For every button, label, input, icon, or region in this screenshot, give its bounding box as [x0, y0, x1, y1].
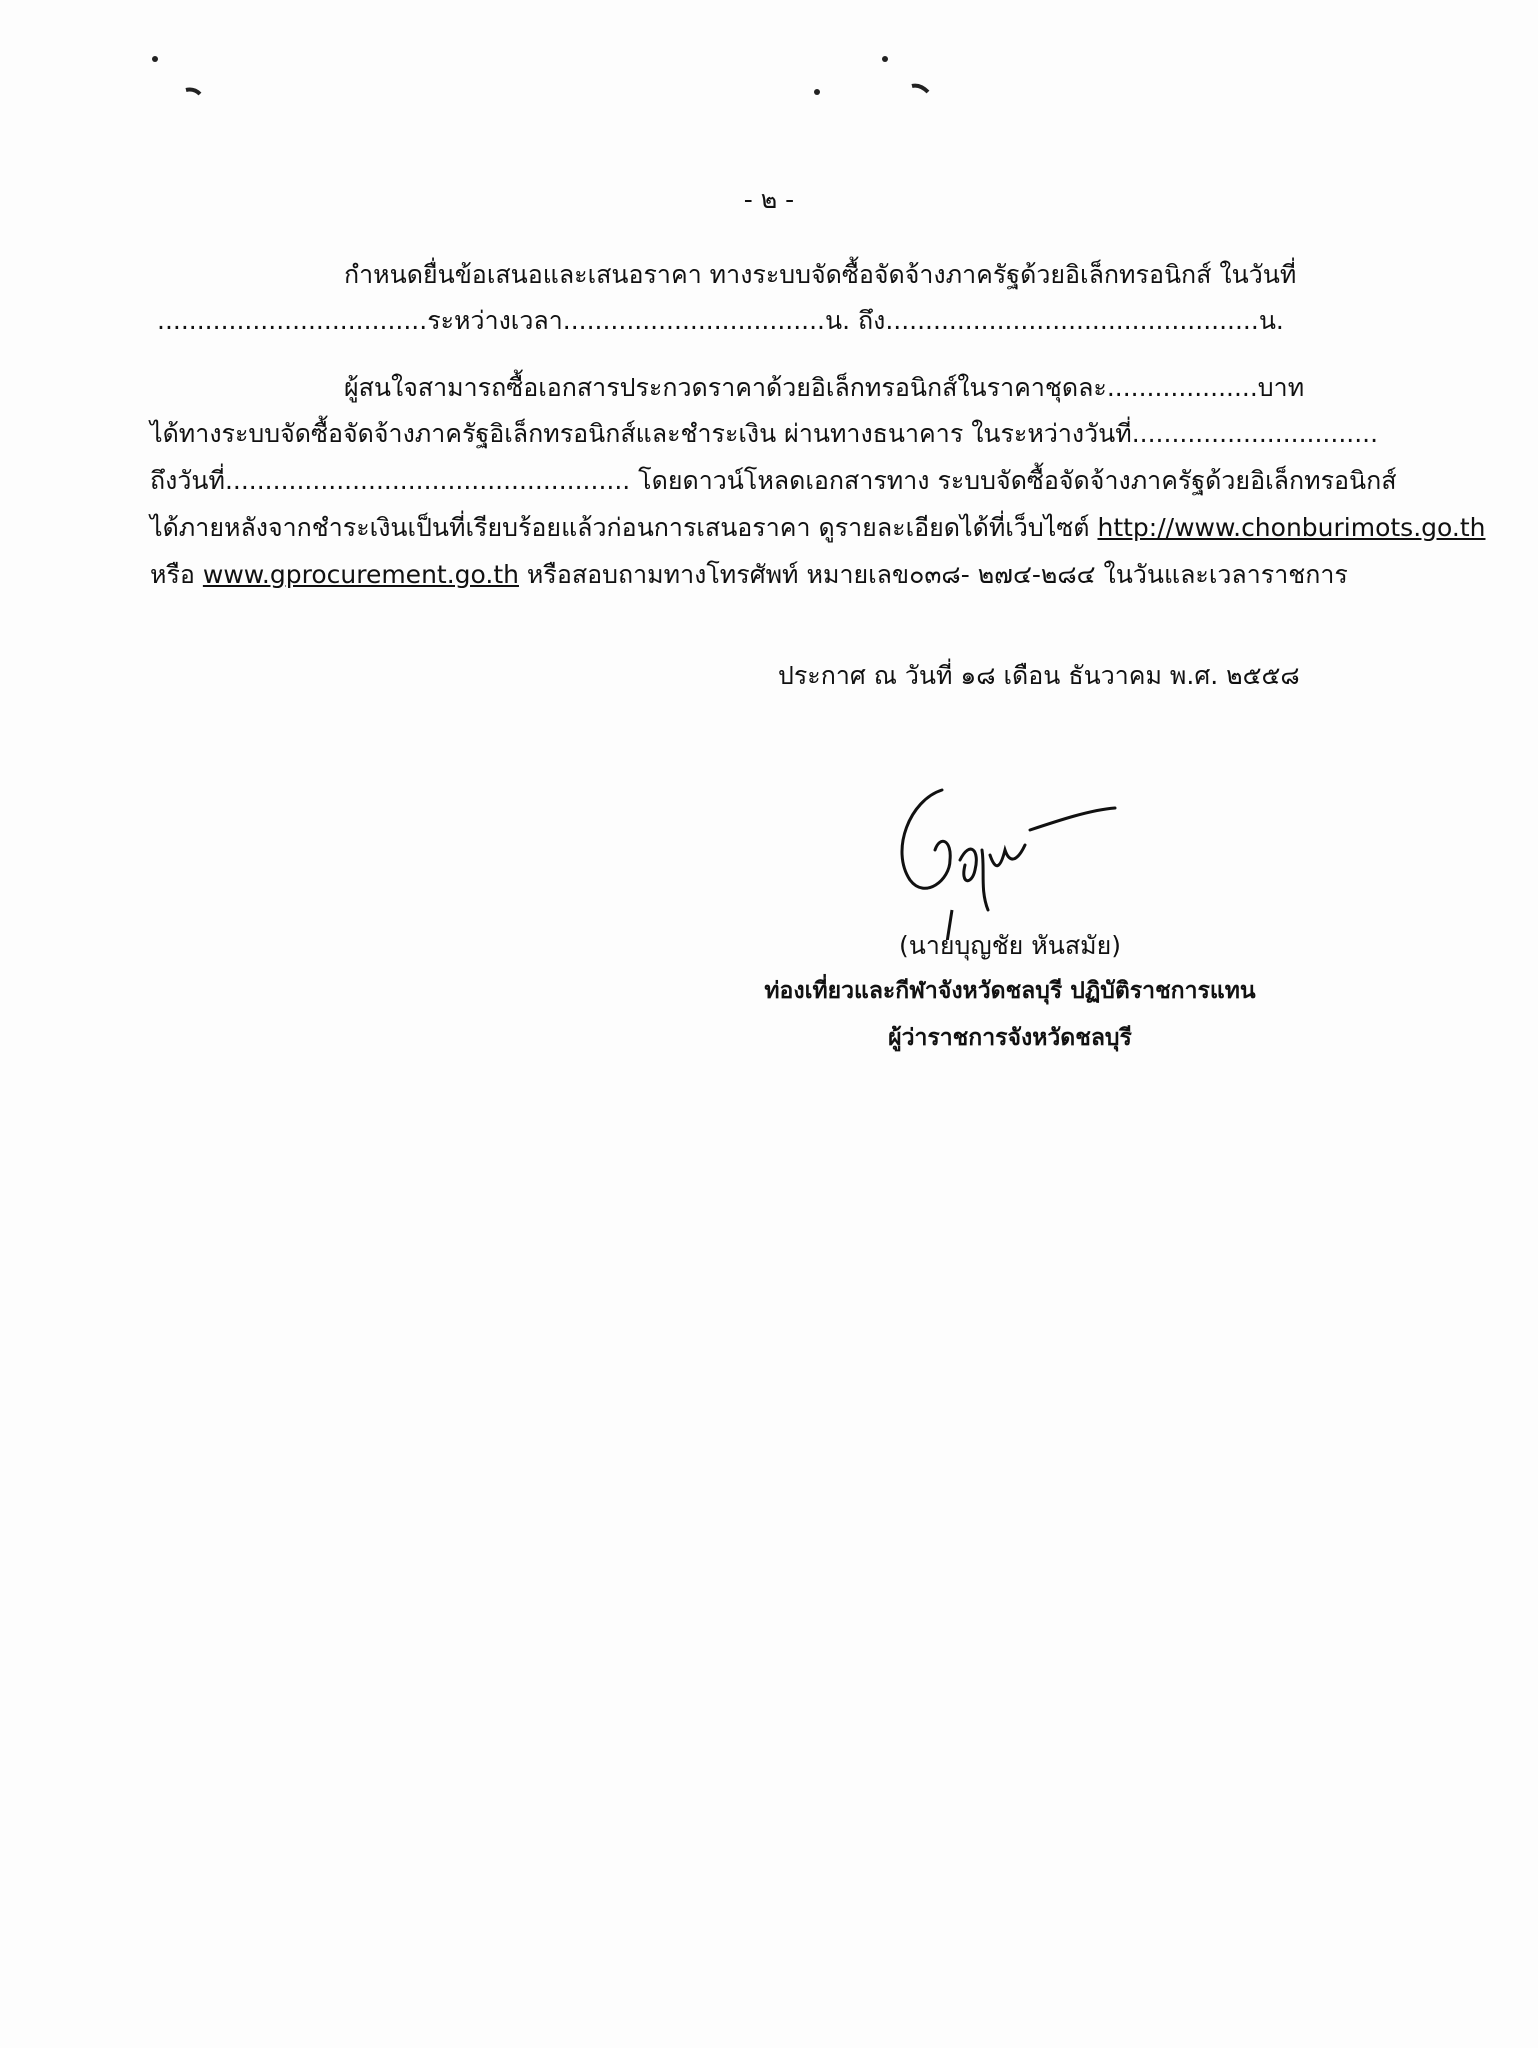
website-link[interactable]: http://www.chonburimots.go.th [1097, 513, 1486, 542]
announcement-date: ประกาศ ณ วันที่ ๑๘ เดือน ธันวาคม พ.ศ. ๒๕๕๘ [778, 661, 1300, 690]
page-number: - ๒ - [743, 185, 795, 214]
para2-line3: ถึงวันที่................................................... โดยดาวน์โหลดเอกสารทาง ระบบจัดซื้อจัดจ้างภาครัฐด้วยอิเล็กทรอนิกส์ [150, 466, 1397, 495]
para1-line1: กำหนดยื่นข้อเสนอและเสนอราคา ทางระบบจัดซื้อจัดจ้างภาครัฐด้วยอิเล็กทรอนิกส์ ในวันที่ [344, 260, 1297, 289]
para2-line4 [150, 515, 1485, 540]
gprocurement-link[interactable]: www.gprocurement.go.th [202, 560, 519, 589]
para2-line2: ได้ทางระบบจัดซื้อจัดจ้างภาครัฐอิเล็กทรอนิกส์และชำระเงิน ผ่านทางธนาคาร ในระหว่างวันที่............................... [150, 419, 1379, 448]
signatory-name: (นายบุญชัย หันสมัย) [899, 931, 1121, 960]
signatory-title: ท่องเที่ยวและกีฬาจังหวัดชลบุรี ปฏิบัติราชการแทน [764, 978, 1256, 1004]
para2-line5 [150, 562, 1348, 587]
para1-line2: ..................................ระหว่างเวลา.................................น. ถึง...............................................น. [157, 306, 1284, 335]
scan-specks [0, 0, 1538, 130]
para2-line5-prefix: หรือ [150, 560, 203, 589]
governor-title: ผู้ว่าราชการจังหวัดชลบุรี [888, 1025, 1132, 1051]
para2-line4-text: ได้ภายหลังจากชำระเงินเป็นที่เรียบร้อยแล้วก่อนการเสนอราคา ดูรายละเอียดได้ที่เว็บไซต์ [150, 513, 1098, 542]
para2-line5-text: หรือสอบถามทางโทรศัพท์ หมายเลข๐๓๘- ๒๗๔-๒๘๔ ในวันและเวลาราชการ [518, 560, 1348, 589]
para2-line1: ผู้สนใจสามารถซื้อเอกสารประกวดราคาด้วยอิเล็กทรอนิกส์ในราคาชุดละ...................บาท [344, 373, 1305, 402]
handwritten-signature [880, 770, 1120, 940]
